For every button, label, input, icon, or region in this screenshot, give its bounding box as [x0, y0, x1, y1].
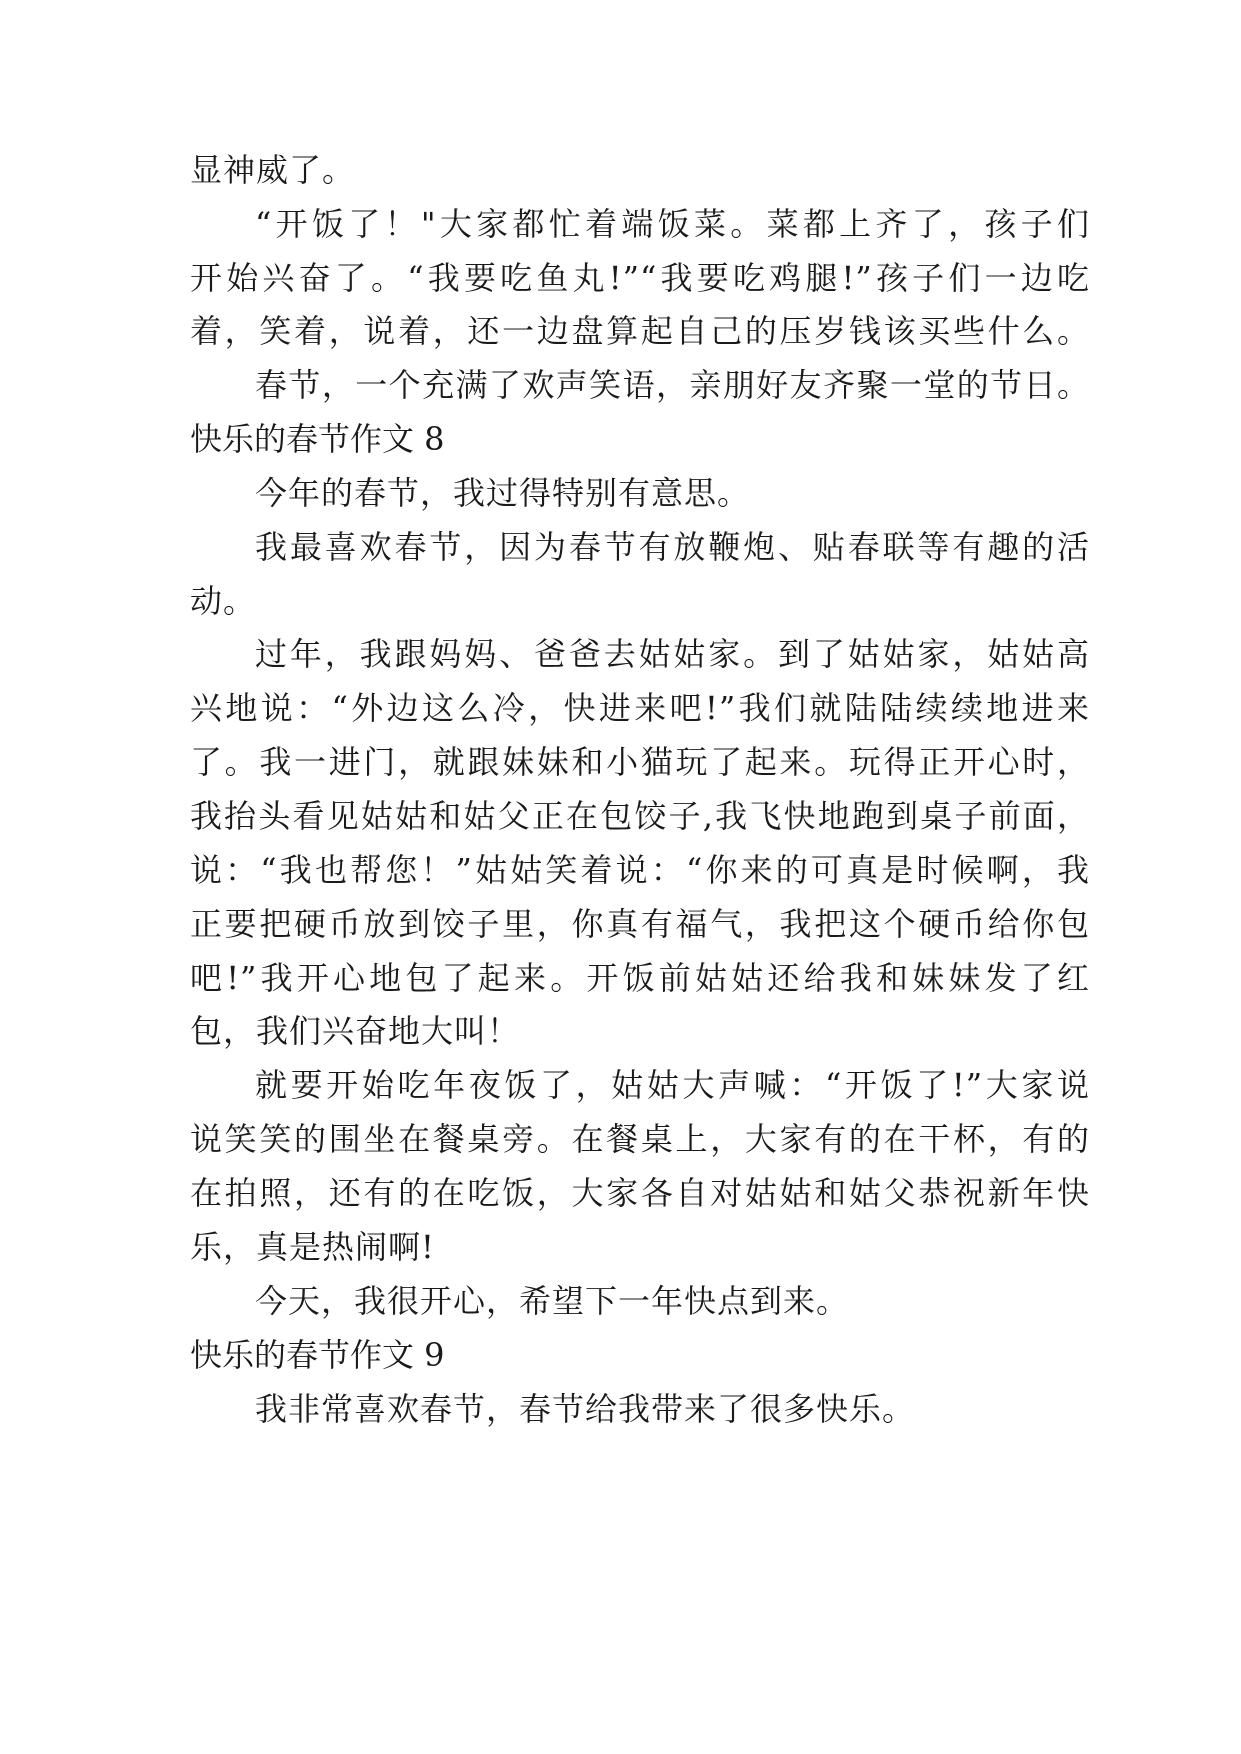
text-line: 兴地说：“外边这么冷，快进来吧!”我们就陆陆续续地进来 — [190, 689, 1090, 727]
paragraph-start-line: “开饭了！"大家都忙着端饭菜。菜都上齐了，孩子们 — [255, 205, 1090, 243]
text-line: 我抬头看见姑姑和姑父正在包饺子,我飞快地跑到桌子前面， — [190, 797, 1090, 835]
text-line: 说：“我也帮您！”姑姑笑着说：“你来的可真是时候啊，我 — [190, 851, 1090, 889]
text-line: 开始兴奋了。“我要吃鱼丸!”“我要吃鸡腿!”孩子们一边吃 — [190, 259, 1090, 297]
text-line: 说笑笑的围坐在餐桌旁。在餐桌上，大家有的在干杯，有的 — [190, 1120, 1090, 1158]
paragraph-start-line: 今年的春节，我过得特别有意思。 — [255, 474, 751, 512]
paragraph-start-line: 我非常喜欢春节，春节给我带来了很多快乐。 — [255, 1390, 916, 1428]
text-line: 着，笑着，说着，还一边盘算起自己的压岁钱该买些什么。 — [190, 312, 1090, 350]
paragraph-start-line: 春节，一个充满了欢声笑语，亲朋好友齐聚一堂的节日。 — [255, 366, 1090, 404]
paragraph-start-line: 就要开始吃年夜饭了，姑姑大声喊：“开饭了!”大家说 — [255, 1066, 1090, 1104]
text-line: 正要把硬币放到饺子里，你真有福气，我把这个硬币给你包 — [190, 905, 1090, 943]
text-line: 了。我一进门，就跟妹妹和小猫玩了起来。玩得正开心时， — [190, 743, 1090, 781]
text-line: 显神威了。 — [190, 151, 356, 189]
text-line: 包，我们兴奋地大叫！ — [190, 1012, 521, 1050]
text-line: 吧!”我开心地包了起来。开饭前姑姑还给我和妹妹发了红 — [190, 959, 1090, 997]
text-line: 动。 — [190, 582, 257, 620]
text-line: 乐，真是热闹啊! — [190, 1228, 435, 1266]
text-line: 在拍照，还有的在吃饭，大家各自对姑姑和姑父恭祝新年快 — [190, 1174, 1090, 1212]
paragraph-start-line: 今天，我很开心，希望下一年快点到来。 — [255, 1282, 850, 1320]
section-heading: 快乐的春节作文 8 — [190, 420, 445, 458]
paragraph-start-line: 我最喜欢春节，因为春节有放鞭炮、贴春联等有趣的活 — [255, 528, 1090, 566]
section-heading: 快乐的春节作文 9 — [190, 1336, 445, 1374]
paragraph-start-line: 过年，我跟妈妈、爸爸去姑姑家。到了姑姑家，姑姑高 — [255, 635, 1090, 673]
